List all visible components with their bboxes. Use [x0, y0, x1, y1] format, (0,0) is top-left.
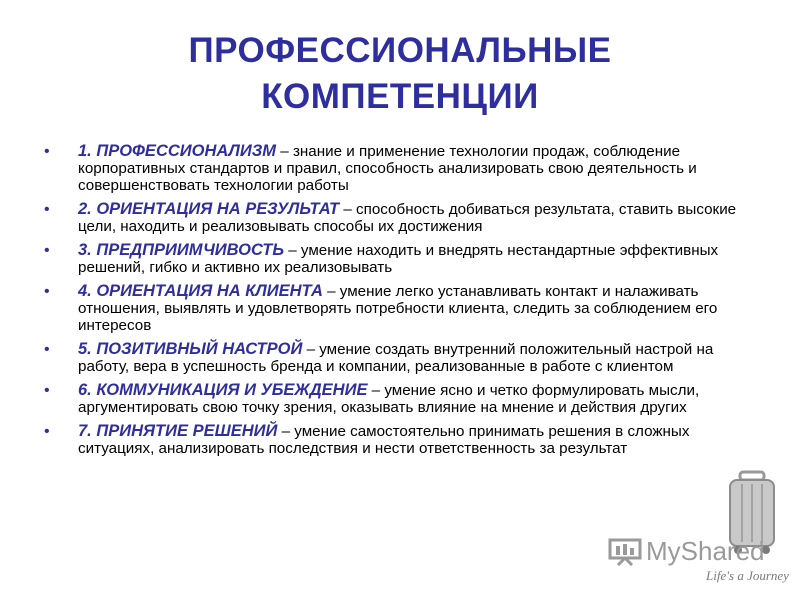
watermark [606, 534, 796, 590]
list-item [40, 423, 760, 457]
bullet: • [44, 242, 50, 259]
bullet: • [44, 341, 50, 358]
competency-term: 7. ПРИНЯТИЕ РЕШЕНИЙ [78, 422, 278, 440]
watermark-tagline: Life's a Journey [706, 568, 789, 583]
list-item [40, 341, 760, 375]
bullet: • [44, 382, 50, 399]
competency-description: – способность добиваться результата, ставить высокие цели, находить и реализовывать способы их достижения [78, 201, 737, 235]
list-item [40, 201, 760, 235]
competency-term: 2. ОРИЕНТАЦИЯ НА РЕЗУЛЬТАТ [78, 200, 340, 218]
competency-term: 4. ОРИЕНТАЦИЯ НА КЛИЕНТА [78, 282, 323, 300]
competency-list [40, 143, 760, 464]
competency-description: – умение легко устанавливать контакт и налаживать отношения, выявлять и удовлетворять потребности клиента, следить за соблюдением его интересов [78, 283, 718, 334]
competency-description: – умение самостоятельно принимать решения в сложных ситуациях, анализировать последствия и нести ответственность за результат [78, 423, 690, 457]
list-item [40, 283, 760, 334]
title-line-1: ПРОФЕССИОНАЛЬНЫЕ [188, 31, 612, 70]
list-item [40, 143, 760, 194]
slide-title [0, 28, 800, 120]
competency-term: 1. ПРОФЕССИОНАЛИЗМ [78, 142, 277, 160]
competency-description: – умение создать внутренний положительный настрой на работу, вера в успешность бренда и компании, реализованные в работе с клиентом [78, 341, 714, 375]
list-item [40, 242, 760, 276]
bullet: • [44, 201, 50, 218]
watermark-logo [606, 534, 796, 568]
competency-description: – умение ясно и четко формулировать мысли, аргументировать свою точку зрения, оказывать влияние на мнение и действия других [78, 382, 700, 416]
competency-description: – умение находить и внедрять нестандартные эффективных решений, гибко и активно их реализовывать [78, 242, 719, 276]
competency-term: 3. ПРЕДПРИИМЧИВОСТЬ [78, 241, 285, 259]
competency-term: 6. КОММУНИКАЦИЯ И УБЕЖДЕНИЕ [78, 381, 368, 399]
title-line-2: КОМПЕТЕНЦИИ [261, 77, 539, 116]
competency-term: 5. ПОЗИТИВНЫЙ НАСТРОЙ [78, 340, 303, 358]
list-item [40, 382, 760, 416]
bullet: • [44, 423, 50, 440]
bullet: • [44, 283, 50, 300]
competency-description: – знание и применение технологии продаж, соблюдение корпоративных стандартов и правил, способность анализировать свою деятельность и совершенствовать технологии работы [78, 143, 697, 194]
presentation-board-icon [608, 538, 642, 566]
watermark-logo-text: MyShared [646, 536, 765, 566]
bullet: • [44, 143, 50, 160]
